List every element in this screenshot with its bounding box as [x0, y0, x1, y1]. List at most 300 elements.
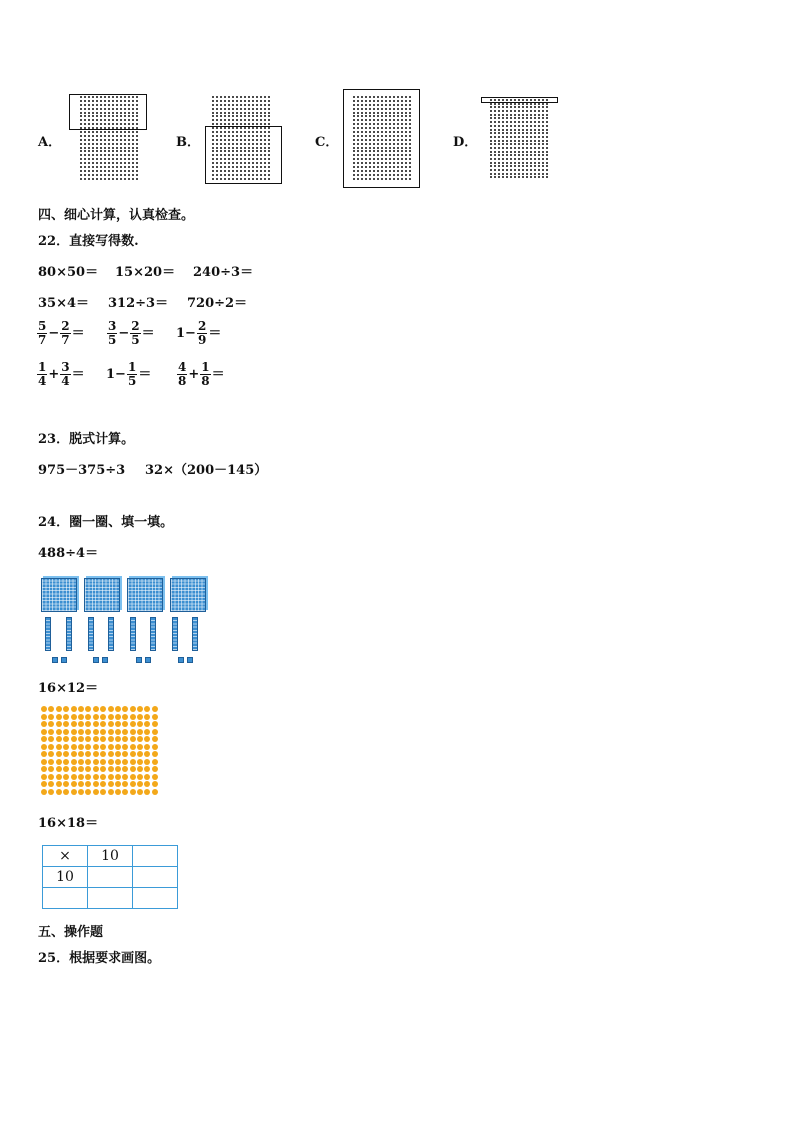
dot — [530, 176, 532, 178]
dot — [542, 162, 544, 164]
dot — [136, 158, 138, 160]
dot — [212, 123, 214, 125]
dot — [538, 154, 540, 156]
dot — [534, 162, 536, 164]
orange-dot — [137, 706, 143, 712]
dot — [104, 166, 106, 168]
orange-dot — [56, 774, 62, 780]
dot — [220, 123, 222, 125]
dot — [260, 115, 262, 117]
dot — [510, 169, 512, 171]
dot — [128, 131, 130, 133]
dot — [96, 131, 98, 133]
orange-dot — [130, 774, 136, 780]
q22-expr-1: 80×50＝ — [38, 265, 99, 280]
dot — [506, 121, 508, 123]
orange-dot — [63, 744, 69, 750]
dot — [518, 165, 520, 167]
dot — [128, 178, 130, 180]
dot — [248, 119, 250, 121]
dot — [522, 151, 524, 153]
dot — [510, 151, 512, 153]
orange-dot — [78, 781, 84, 787]
dot — [96, 158, 98, 160]
dot — [514, 165, 516, 167]
dot — [84, 139, 86, 141]
orange-dot — [115, 721, 121, 727]
orange-dot — [48, 729, 54, 735]
orange-dot — [85, 714, 91, 720]
dot — [80, 158, 82, 160]
dot — [100, 162, 102, 164]
table-cell[interactable] — [133, 846, 178, 867]
dot — [104, 131, 106, 133]
hundred-flat — [84, 578, 120, 612]
dot — [494, 158, 496, 160]
orange-dot — [41, 789, 47, 795]
dot — [494, 114, 496, 116]
orange-dot — [71, 706, 77, 712]
dot — [132, 154, 134, 156]
orange-dot — [152, 751, 158, 757]
dot — [116, 143, 118, 145]
orange-dot — [48, 744, 54, 750]
dot — [256, 112, 258, 114]
orange-dot — [63, 706, 69, 712]
dot — [116, 166, 118, 168]
dot — [120, 162, 122, 164]
dot — [546, 176, 548, 178]
orange-dot — [71, 759, 77, 765]
dot — [490, 162, 492, 164]
orange-dot — [152, 781, 158, 787]
dot — [498, 165, 500, 167]
dot — [136, 154, 138, 156]
dot — [534, 147, 536, 149]
q24-title: 24．圈一圈、填一填。 — [38, 515, 174, 530]
dot — [522, 136, 524, 138]
dot — [96, 162, 98, 164]
table-cell[interactable] — [133, 867, 178, 888]
dot — [256, 115, 258, 117]
dot — [530, 143, 532, 145]
dot — [490, 106, 492, 108]
dot — [244, 108, 246, 110]
dot — [248, 112, 250, 114]
dot — [546, 110, 548, 112]
dot-array-d — [490, 99, 550, 180]
dot — [510, 121, 512, 123]
dot — [518, 173, 520, 175]
orange-dot — [152, 706, 158, 712]
table-corner: × — [43, 846, 88, 867]
dot — [498, 110, 500, 112]
orange-dot — [85, 706, 91, 712]
dot — [510, 176, 512, 178]
dot — [268, 123, 270, 125]
orange-dot — [63, 774, 69, 780]
dot — [116, 135, 118, 137]
dot — [506, 158, 508, 160]
dot — [526, 158, 528, 160]
dot — [136, 147, 138, 149]
orange-dot — [71, 766, 77, 772]
orange-dot — [78, 744, 84, 750]
dot — [538, 165, 540, 167]
dot — [132, 174, 134, 176]
dot — [80, 166, 82, 168]
q23-expr-2: 32×（200－145） — [145, 463, 268, 478]
dot — [526, 117, 528, 119]
orange-dot — [41, 774, 47, 780]
dot — [518, 136, 520, 138]
selection-frame-d — [481, 97, 558, 103]
dot — [88, 154, 90, 156]
dot — [96, 170, 98, 172]
dot — [120, 174, 122, 176]
dot — [224, 96, 226, 98]
hundred-flat — [41, 578, 77, 612]
dot — [498, 169, 500, 171]
dot — [530, 125, 532, 127]
table-cell[interactable] — [88, 867, 133, 888]
orange-dot — [71, 721, 77, 727]
dot — [264, 112, 266, 114]
dot — [538, 162, 540, 164]
dot — [136, 139, 138, 141]
orange-dot — [63, 721, 69, 727]
dot — [212, 108, 214, 110]
orange-dot — [152, 714, 158, 720]
orange-dot — [144, 729, 150, 735]
dot — [534, 169, 536, 171]
dot — [116, 154, 118, 156]
dot — [530, 169, 532, 171]
dot — [538, 121, 540, 123]
dot — [530, 151, 532, 153]
dot — [108, 150, 110, 152]
dot — [538, 158, 540, 160]
dot — [88, 147, 90, 149]
orange-dot — [130, 706, 136, 712]
dot — [546, 169, 548, 171]
dot — [104, 174, 106, 176]
dot — [256, 96, 258, 98]
orange-dot — [144, 714, 150, 720]
dot — [538, 114, 540, 116]
ten-rod — [88, 617, 94, 651]
orange-dot — [130, 736, 136, 742]
orange-dot — [56, 766, 62, 772]
dot — [220, 112, 222, 114]
orange-dot — [122, 789, 128, 795]
dot — [120, 131, 122, 133]
orange-dot — [41, 714, 47, 720]
orange-dot — [100, 706, 106, 712]
dot — [232, 115, 234, 117]
dot — [522, 106, 524, 108]
orange-dot — [63, 714, 69, 720]
dot — [490, 165, 492, 167]
dot — [494, 176, 496, 178]
dot — [232, 123, 234, 125]
dot — [252, 104, 254, 106]
dot — [244, 115, 246, 117]
dot — [518, 143, 520, 145]
dot — [116, 178, 118, 180]
selection-frame-c — [343, 89, 420, 188]
dot — [530, 129, 532, 131]
dot — [88, 131, 90, 133]
dot — [538, 176, 540, 178]
dot — [104, 139, 106, 141]
dot — [506, 173, 508, 175]
q25-title: 25．根据要求画图。 — [38, 951, 161, 966]
dot — [518, 151, 520, 153]
dot — [256, 104, 258, 106]
dot — [92, 170, 94, 172]
dot — [116, 170, 118, 172]
orange-dot — [48, 781, 54, 787]
orange-dot — [108, 789, 114, 795]
dot — [132, 147, 134, 149]
dot — [92, 135, 94, 137]
dot — [236, 104, 238, 106]
dot — [84, 131, 86, 133]
dot — [100, 131, 102, 133]
dot — [220, 108, 222, 110]
dot — [248, 96, 250, 98]
dot — [132, 178, 134, 180]
orange-dot — [85, 721, 91, 727]
dot — [108, 135, 110, 137]
orange-dot — [130, 789, 136, 795]
dot — [506, 110, 508, 112]
orange-dot — [130, 744, 136, 750]
table-header-row[interactable] — [43, 888, 88, 909]
orange-dot — [108, 714, 114, 720]
dot — [112, 158, 114, 160]
dot — [494, 129, 496, 131]
orange-dot — [63, 751, 69, 757]
dot — [212, 112, 214, 114]
dot — [530, 140, 532, 142]
dot — [116, 139, 118, 141]
dot — [530, 158, 532, 160]
orange-dot — [100, 744, 106, 750]
dot — [116, 131, 118, 133]
dot — [212, 119, 214, 121]
dot — [490, 132, 492, 134]
dot — [538, 169, 540, 171]
dot — [522, 173, 524, 175]
dot — [96, 139, 98, 141]
dot — [108, 147, 110, 149]
dot — [526, 154, 528, 156]
dot — [502, 162, 504, 164]
dot — [136, 178, 138, 180]
dot — [526, 125, 528, 127]
dot — [136, 135, 138, 137]
orange-dot — [48, 774, 54, 780]
q22-expr-4: 35×4＝ — [38, 296, 90, 311]
orange-dot — [122, 774, 128, 780]
dot — [100, 166, 102, 168]
orange-dot — [48, 714, 54, 720]
orange-dot — [122, 736, 128, 742]
dot — [518, 147, 520, 149]
dot — [542, 140, 544, 142]
dot — [542, 121, 544, 123]
table-cell[interactable] — [133, 888, 178, 909]
dot — [494, 147, 496, 149]
orange-dot — [115, 706, 121, 712]
orange-dot — [56, 706, 62, 712]
dot — [116, 174, 118, 176]
orange-dot — [115, 744, 121, 750]
dot — [518, 132, 520, 134]
dot — [240, 104, 242, 106]
dot — [260, 123, 262, 125]
dot — [224, 100, 226, 102]
dot — [534, 110, 536, 112]
dot — [490, 147, 492, 149]
orange-dot — [93, 751, 99, 757]
dot — [236, 100, 238, 102]
unit-cube — [145, 657, 151, 663]
q22-frac-expr-1: $\frac{5}{7}$ − $\frac{2}{7}$ ＝ — [38, 319, 85, 347]
dot — [522, 125, 524, 127]
dot — [546, 173, 548, 175]
dot — [534, 117, 536, 119]
dot — [490, 176, 492, 178]
dot — [530, 147, 532, 149]
dot — [506, 147, 508, 149]
dot — [510, 110, 512, 112]
dot — [268, 100, 270, 102]
dot — [530, 110, 532, 112]
dot — [522, 169, 524, 171]
dot — [88, 166, 90, 168]
dot — [538, 106, 540, 108]
dot — [502, 176, 504, 178]
q22-frac-expr-4: $\frac{1}{4}$ + $\frac{3}{4}$ ＝ — [38, 360, 85, 388]
dot — [542, 114, 544, 116]
dot — [216, 115, 218, 117]
dot — [248, 100, 250, 102]
dot — [120, 170, 122, 172]
dot — [514, 169, 516, 171]
dot — [112, 150, 114, 152]
dot — [256, 123, 258, 125]
dot — [100, 139, 102, 141]
dot — [132, 162, 134, 164]
dot — [494, 151, 496, 153]
dot — [514, 176, 516, 178]
dot — [502, 114, 504, 116]
dot — [96, 178, 98, 180]
dot — [494, 110, 496, 112]
orange-dot — [100, 736, 106, 742]
fraction: $\frac{3}{4}$ — [61, 360, 70, 388]
dot — [494, 162, 496, 164]
dot — [510, 165, 512, 167]
ten-rod — [45, 617, 51, 651]
orange-dot — [152, 736, 158, 742]
dot — [112, 143, 114, 145]
dot — [124, 178, 126, 180]
dot — [526, 151, 528, 153]
dot — [530, 154, 532, 156]
orange-dot — [78, 789, 84, 795]
orange-dot — [130, 766, 136, 772]
orange-dot — [108, 736, 114, 742]
dot — [526, 173, 528, 175]
dot — [502, 173, 504, 175]
orange-dot — [122, 744, 128, 750]
dot — [490, 129, 492, 131]
orange-dot — [115, 736, 121, 742]
dot — [542, 158, 544, 160]
dot — [136, 131, 138, 133]
orange-dot — [100, 789, 106, 795]
dot — [252, 100, 254, 102]
dot — [522, 165, 524, 167]
dot — [510, 140, 512, 142]
orange-dot — [63, 759, 69, 765]
dot — [88, 139, 90, 141]
dot — [92, 139, 94, 141]
dot — [546, 140, 548, 142]
dot — [526, 136, 528, 138]
dot — [252, 123, 254, 125]
dot — [502, 140, 504, 142]
dot — [96, 174, 98, 176]
dot — [538, 125, 540, 127]
orange-dot — [152, 789, 158, 795]
dot — [100, 147, 102, 149]
dot — [514, 162, 516, 164]
dot — [244, 100, 246, 102]
dot — [224, 104, 226, 106]
orange-dot — [78, 729, 84, 735]
dot — [546, 117, 548, 119]
dot — [546, 132, 548, 134]
dot — [530, 173, 532, 175]
dot — [80, 162, 82, 164]
orange-dot — [144, 744, 150, 750]
section-5-title: 五、操作题 — [38, 925, 104, 940]
dot — [112, 166, 114, 168]
dot — [124, 139, 126, 141]
dot — [228, 96, 230, 98]
orange-dot — [85, 781, 91, 787]
orange-dot — [85, 744, 91, 750]
dot — [502, 143, 504, 145]
orange-dot — [137, 744, 143, 750]
dot — [538, 143, 540, 145]
table-cell[interactable] — [88, 888, 133, 909]
dot — [502, 158, 504, 160]
orange-dot — [100, 766, 106, 772]
dot — [136, 150, 138, 152]
dot — [498, 129, 500, 131]
orange-dot — [48, 759, 54, 765]
dot — [124, 131, 126, 133]
q22-expr-2: 15×20＝ — [115, 265, 176, 280]
dot — [232, 96, 234, 98]
orange-dot — [122, 706, 128, 712]
